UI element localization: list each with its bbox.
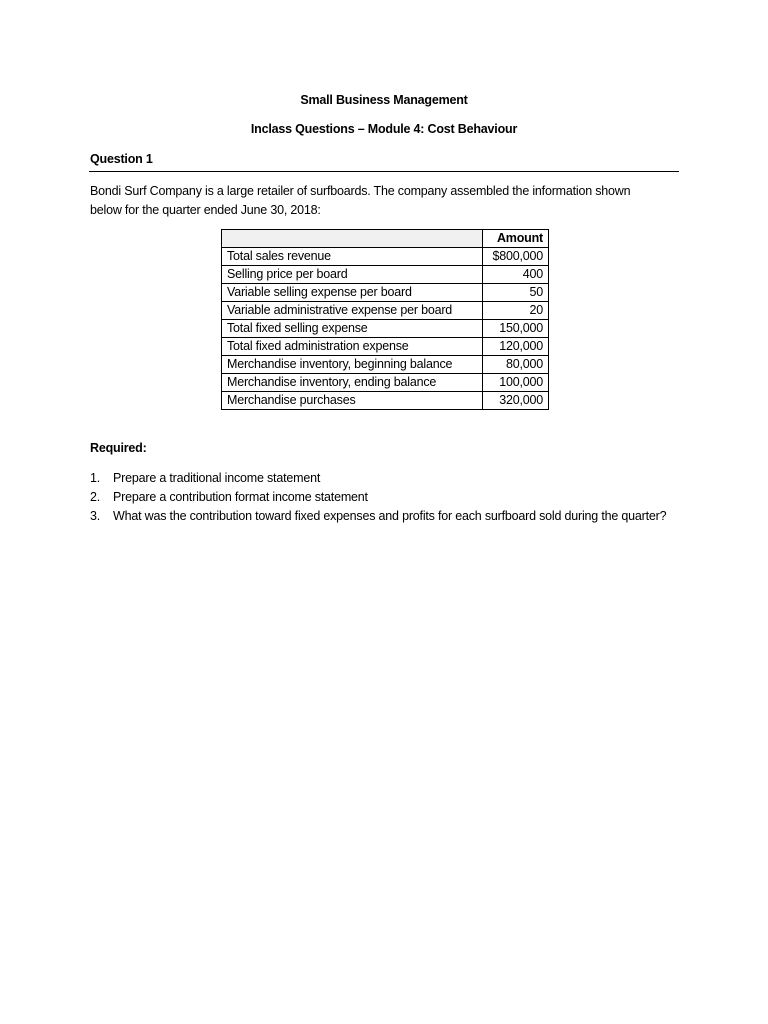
list-item-number: 1. — [90, 471, 101, 485]
table-row — [222, 356, 549, 374]
table-cell-item: Merchandise inventory, beginning balance — [222, 356, 483, 374]
table-cell-amount: 150,000 — [483, 320, 549, 338]
table-cell-item: Total fixed selling expense — [222, 320, 483, 338]
table-cell-item: Variable selling expense per board — [222, 284, 483, 302]
table-cell-amount: 50 — [483, 284, 549, 302]
table-cell-amount: 400 — [483, 266, 549, 284]
table-header-row — [222, 230, 549, 248]
table-cell-item: Merchandise purchases — [222, 392, 483, 410]
table-row — [222, 302, 549, 320]
list-item-text: Prepare a traditional income statement — [113, 471, 321, 485]
required-heading: Required: — [90, 441, 147, 455]
table-row — [222, 248, 549, 266]
table-row — [222, 320, 549, 338]
table-cell-item: Selling price per board — [222, 266, 483, 284]
cost-data-table — [221, 229, 549, 410]
table-cell-item: Total sales revenue — [222, 248, 483, 266]
table-row — [222, 284, 549, 302]
list-item-number: 3. — [90, 509, 101, 523]
table-cell-amount: 100,000 — [483, 374, 549, 392]
list-item — [90, 488, 680, 507]
table-row — [222, 374, 549, 392]
document-title: Small Business Management — [300, 93, 468, 107]
table-cell-amount: 320,000 — [483, 392, 549, 410]
table-cell-item: Variable administrative expense per board — [222, 302, 483, 320]
list-item — [90, 507, 680, 526]
required-list — [90, 469, 680, 526]
intro-line: below for the quarter ended June 30, 2018: — [90, 203, 321, 217]
table-cell-item: Total fixed administration expense — [222, 338, 483, 356]
table-cell-amount: $800,000 — [483, 248, 549, 266]
table-cell-amount: 120,000 — [483, 338, 549, 356]
table-body — [222, 248, 549, 410]
list-item-text: What was the contribution toward fixed expenses and profits for each surfboard sold during the quarter? — [113, 509, 667, 523]
table-cell-amount: 80,000 — [483, 356, 549, 374]
table-row — [222, 266, 549, 284]
table-row — [222, 338, 549, 356]
list-item-number: 2. — [90, 490, 101, 504]
question-divider — [89, 171, 679, 172]
question-heading: Question 1 — [90, 152, 153, 166]
document-subtitle: Inclass Questions – Module 4: Cost Behaviour — [250, 122, 518, 136]
intro-line: Bondi Surf Company is a large retailer of surfboards. The company assembled the information shown — [90, 184, 631, 198]
table-cell-amount: 20 — [483, 302, 549, 320]
table-cell-item: Merchandise inventory, ending balance — [222, 374, 483, 392]
list-item — [90, 469, 680, 488]
item-column-header — [222, 230, 483, 248]
list-item-text: Prepare a contribution format income statement — [113, 490, 368, 504]
table-row — [222, 392, 549, 410]
amount-column-header: Amount — [483, 230, 549, 248]
question-intro — [90, 182, 680, 220]
